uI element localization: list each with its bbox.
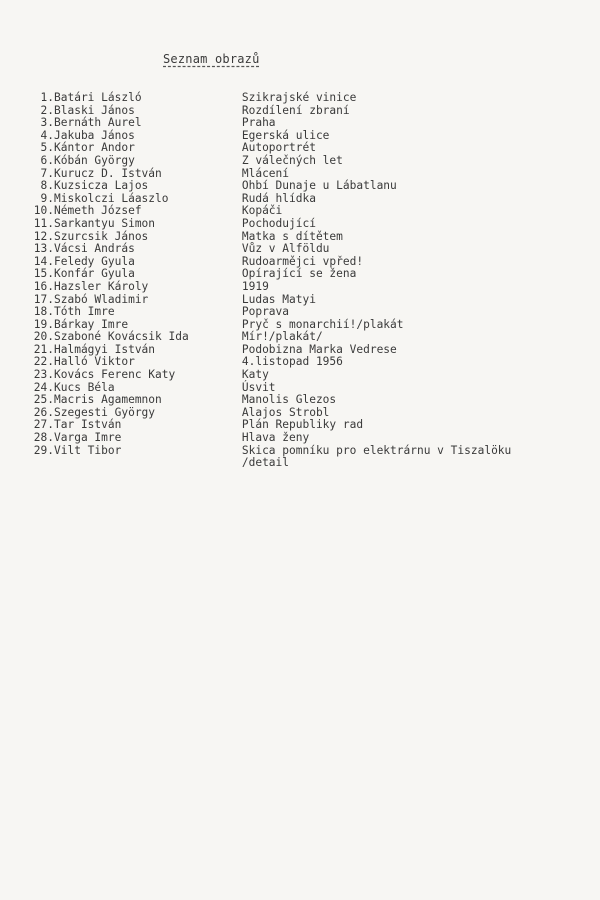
artist-name: Vácsi András [54, 242, 135, 256]
work-title: Manolis Glezos [241, 393, 337, 407]
item-number: 9. [40, 191, 54, 205]
item-number: 22. [33, 355, 54, 369]
item-number: 6. [40, 153, 54, 167]
artist-cell [30, 457, 242, 470]
artist-cell [30, 243, 242, 256]
list-item [30, 281, 590, 294]
artist-name: Halmágyi István [54, 342, 156, 356]
work-title: Kopáči [241, 204, 283, 218]
list-item [30, 457, 590, 470]
artist-name: Bernáth Aurel [54, 116, 142, 130]
artist-name: Varga Imre [54, 431, 122, 445]
work-title: Ludas Matyi [241, 292, 316, 306]
artist-cell [30, 281, 242, 294]
artist-name: Szurcsik János [54, 229, 149, 243]
work-title: Plán Republiky rad [241, 418, 364, 432]
work-title: Opírající se žena [241, 267, 357, 281]
artist-cell [30, 331, 242, 344]
artist-cell [30, 180, 242, 193]
work-title: Katy [241, 368, 269, 382]
artist-name: Kántor Andor [54, 141, 135, 155]
artist-cell [30, 306, 242, 319]
item-number: 19. [33, 317, 54, 331]
work-title: Vůz v Alföldu [241, 242, 330, 256]
work-title: Ohbí Dunaje u Lábatlanu [241, 179, 397, 193]
list-item [30, 180, 590, 193]
artist-name: Hazsler Károly [54, 279, 149, 293]
work-title: Rozdílení zbraní [241, 103, 350, 117]
artist-cell [30, 155, 242, 168]
item-number: 25. [33, 393, 54, 407]
list-item [30, 445, 590, 458]
item-number: 12. [33, 229, 54, 243]
artist-cell [30, 369, 242, 382]
list-item [30, 306, 590, 319]
work-title: Matka s dítětem [241, 229, 343, 243]
item-number: 21. [33, 342, 54, 356]
artist-name: Sarkantyu Simon [54, 216, 156, 230]
document-title: Seznam obrazů [163, 52, 260, 66]
artist-cell [30, 445, 242, 458]
item-number: 5. [40, 141, 54, 155]
work-title: Pryč s monarchií!/plakát [241, 317, 404, 331]
artist-cell [30, 394, 242, 407]
work-title: Rudoarmějci vpřed! [241, 254, 364, 268]
item-number [30, 457, 54, 470]
item-number: 3. [40, 116, 54, 130]
item-number: 16. [33, 279, 54, 293]
item-number: 29. [33, 443, 54, 457]
artist-name: Miskolczi Láaszlo [54, 191, 169, 205]
item-number: 24. [33, 380, 54, 394]
work-title: Úsvit [241, 380, 276, 394]
painting-list [30, 92, 590, 470]
item-number: 2. [40, 103, 54, 117]
artist-name: Vilt Tibor [54, 443, 122, 457]
work-title: 4.listopad 1956 [241, 355, 343, 369]
list-item [30, 369, 590, 382]
artist-name: Batári László [54, 91, 142, 104]
list-item [30, 117, 590, 130]
item-number: 17. [33, 292, 54, 306]
item-number: 27. [33, 418, 54, 432]
list-item [30, 432, 590, 445]
item-number: 8. [40, 179, 54, 193]
item-number: 18. [33, 305, 54, 319]
work-title: Podobizna Marka Vedrese [241, 342, 397, 356]
work-title: Z válečných let [241, 153, 343, 167]
artist-name: Tóth Imre [54, 305, 115, 319]
artist-name: Bárkay Imre [54, 317, 129, 331]
artist-name: Halló Viktor [54, 355, 135, 369]
item-number: 1. [40, 91, 54, 104]
work-title: Autoportrét [241, 141, 316, 155]
item-number: 11. [33, 216, 54, 230]
artist-name: Kucs Béla [54, 380, 115, 394]
list-item [30, 218, 590, 231]
work-title: 1919 [241, 279, 269, 293]
artist-name: Szabó Wladimir [54, 292, 149, 306]
work-title: Hlava ženy [241, 431, 310, 445]
artist-cell [30, 92, 242, 105]
work-title: Alajos Strobl [241, 405, 330, 419]
work-title: Pochodující [241, 216, 316, 230]
list-item [30, 331, 590, 344]
item-number: 20. [33, 330, 54, 344]
work-title: Skica pomníku pro elektrárnu v Tiszalöku [241, 443, 512, 457]
item-number: 4. [40, 128, 54, 142]
artist-name: Jakuba János [54, 128, 135, 142]
item-number: 26. [33, 405, 54, 419]
work-title: Egerská ulice [241, 128, 330, 142]
item-number: 14. [33, 254, 54, 268]
list-item [30, 243, 590, 256]
work-title: Poprava [241, 305, 290, 319]
item-number: 13. [33, 242, 54, 256]
artist-name: Kuzsicza Lajos [54, 179, 149, 193]
work-title: Mír!/plakát/ [241, 330, 323, 344]
artist-name: Kurucz D. István [54, 166, 162, 180]
work-title: Mlácení [241, 166, 290, 180]
artist-cell [30, 432, 242, 445]
artist-name: Konfár Gyula [54, 267, 135, 281]
work-title: Praha [241, 116, 276, 130]
item-number: 15. [33, 267, 54, 281]
artist-cell [30, 117, 242, 130]
artist-name: Szaboné Kovácsik Ida [54, 330, 189, 344]
artist-name: Kovács Ferenc Katy [54, 368, 176, 382]
artist-name: Feledy Gyula [54, 254, 135, 268]
item-number: 7. [40, 166, 54, 180]
item-number: 23. [33, 368, 54, 382]
artist-name: Tar István [54, 418, 122, 432]
item-number: 28. [33, 431, 54, 445]
artist-name: Blaski János [54, 103, 135, 117]
work-title: Rudá hlídka [241, 191, 316, 205]
artist-cell [30, 218, 242, 231]
list-item [30, 155, 590, 168]
list-item [30, 394, 590, 407]
artist-name: Németh József [54, 204, 142, 218]
item-number: 10. [33, 204, 54, 218]
artist-name: Szegesti György [54, 405, 156, 419]
work-title: Szikrajské vinice [241, 91, 357, 104]
artist-name: Macris Agamemnon [54, 393, 162, 407]
work-title: /detail [241, 456, 290, 470]
list-item [30, 92, 590, 105]
artist-name: Kóbán György [54, 153, 135, 167]
